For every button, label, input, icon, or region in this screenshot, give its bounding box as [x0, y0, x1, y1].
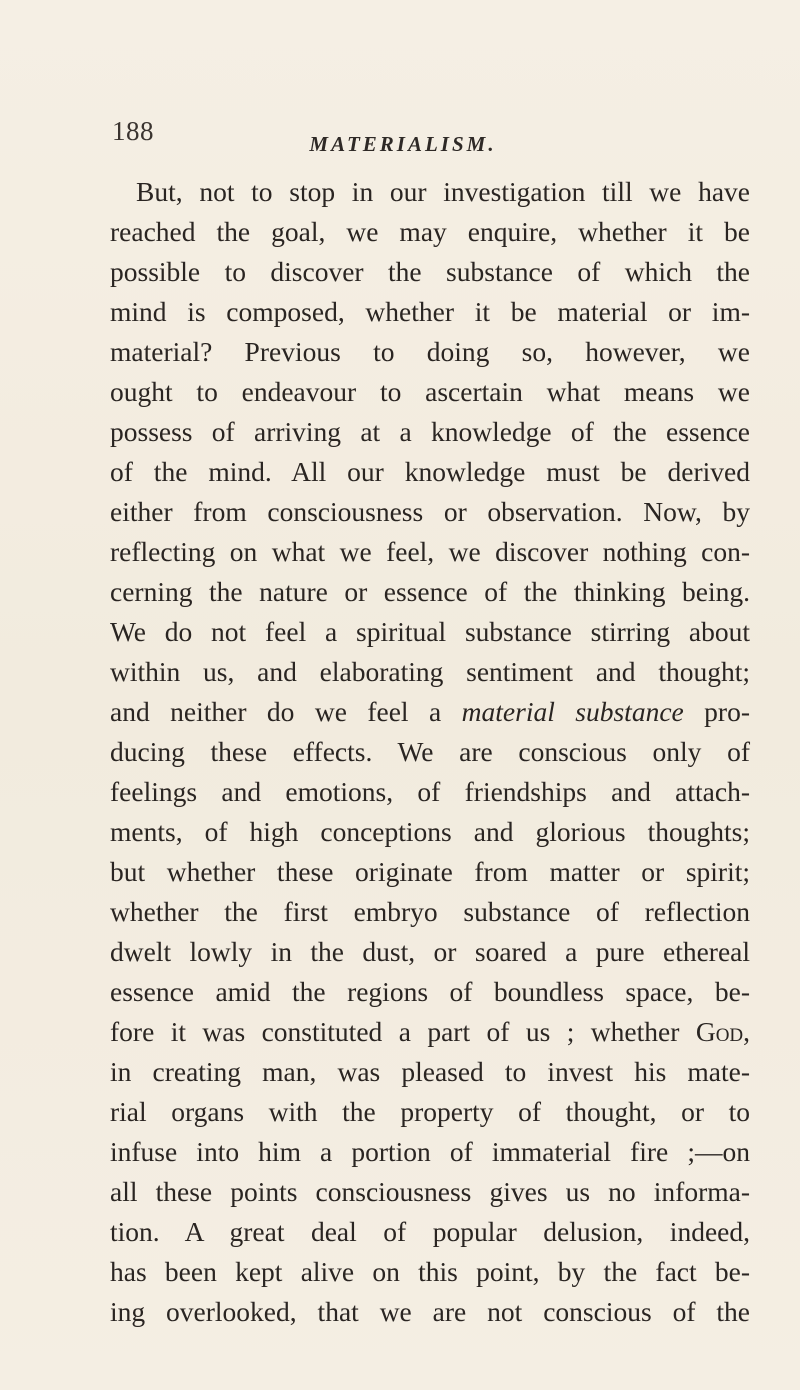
text-line: either from consciousness or observation. Now, by — [110, 496, 750, 527]
running-head: MATERIALISM. — [309, 132, 497, 156]
text-line: material? Previous to doing so, however, we — [110, 336, 750, 367]
text-line: possible to discover the substance of which the — [110, 256, 750, 287]
text-line: of the mind. All our knowledge must be derived — [110, 456, 750, 487]
small-caps-word: God, — [695, 1016, 751, 1047]
text-line: ought to endeavour to ascertain what means we — [110, 376, 750, 407]
text-line: infuse into him a portion of immaterial fire ;—on — [110, 1136, 750, 1167]
body-text — [110, 172, 750, 1332]
text-line: dwelt lowly in the dust, or soared a pure ethereal — [110, 936, 750, 967]
text-line: essence amid the regions of boundless space, be- — [110, 976, 750, 1007]
text-line: reached the goal, we may enquire, whether it be — [110, 216, 750, 247]
text-line: possess of arriving at a knowledge of the essence — [110, 416, 750, 447]
italic-phrase: material substance — [461, 696, 684, 727]
text-line: mind is composed, whether it be material or im- — [110, 296, 750, 327]
text-segment: fore it was constituted a part of us ; whether — [110, 1016, 680, 1047]
text-line: rial organs with the property of thought, or to — [110, 1096, 750, 1127]
text-line: whether the first embryo substance of reflection — [110, 896, 750, 927]
text-line: ing overlooked, that we are not conscious of the — [110, 1296, 750, 1327]
text-line: all these points consciousness gives us no informa- — [110, 1176, 750, 1207]
text-line: reflecting on what we feel, we discover nothing con- — [110, 536, 750, 567]
text-line: But, not to stop in our investigation till we have — [136, 176, 750, 207]
text-line: ducing these effects. We are conscious only of — [110, 736, 750, 767]
page-number: 188 — [112, 116, 154, 146]
text-line: ments, of high conceptions and glorious thoughts; — [110, 816, 750, 847]
text-line: within us, and elaborating sentiment and thought; — [110, 656, 750, 687]
text-line: in creating man, was pleased to invest his mate- — [110, 1056, 750, 1087]
text-segment: and neither do we feel a — [110, 696, 442, 727]
text-line: feelings and emotions, of friendships and attach- — [110, 776, 750, 807]
text-line: We do not feel a spiritual substance stirring about — [110, 616, 750, 647]
text-line-mixed — [110, 692, 750, 732]
text-line: tion. A great deal of popular delusion, indeed, — [110, 1216, 750, 1247]
text-line: but whether these originate from matter or spirit; — [110, 856, 750, 887]
text-line-mixed — [110, 1012, 750, 1052]
text-line: has been kept alive on this point, by the fact be- — [110, 1256, 750, 1287]
text-segment: pro- — [704, 696, 750, 727]
text-line: cerning the nature or essence of the thinking being. — [110, 576, 750, 607]
